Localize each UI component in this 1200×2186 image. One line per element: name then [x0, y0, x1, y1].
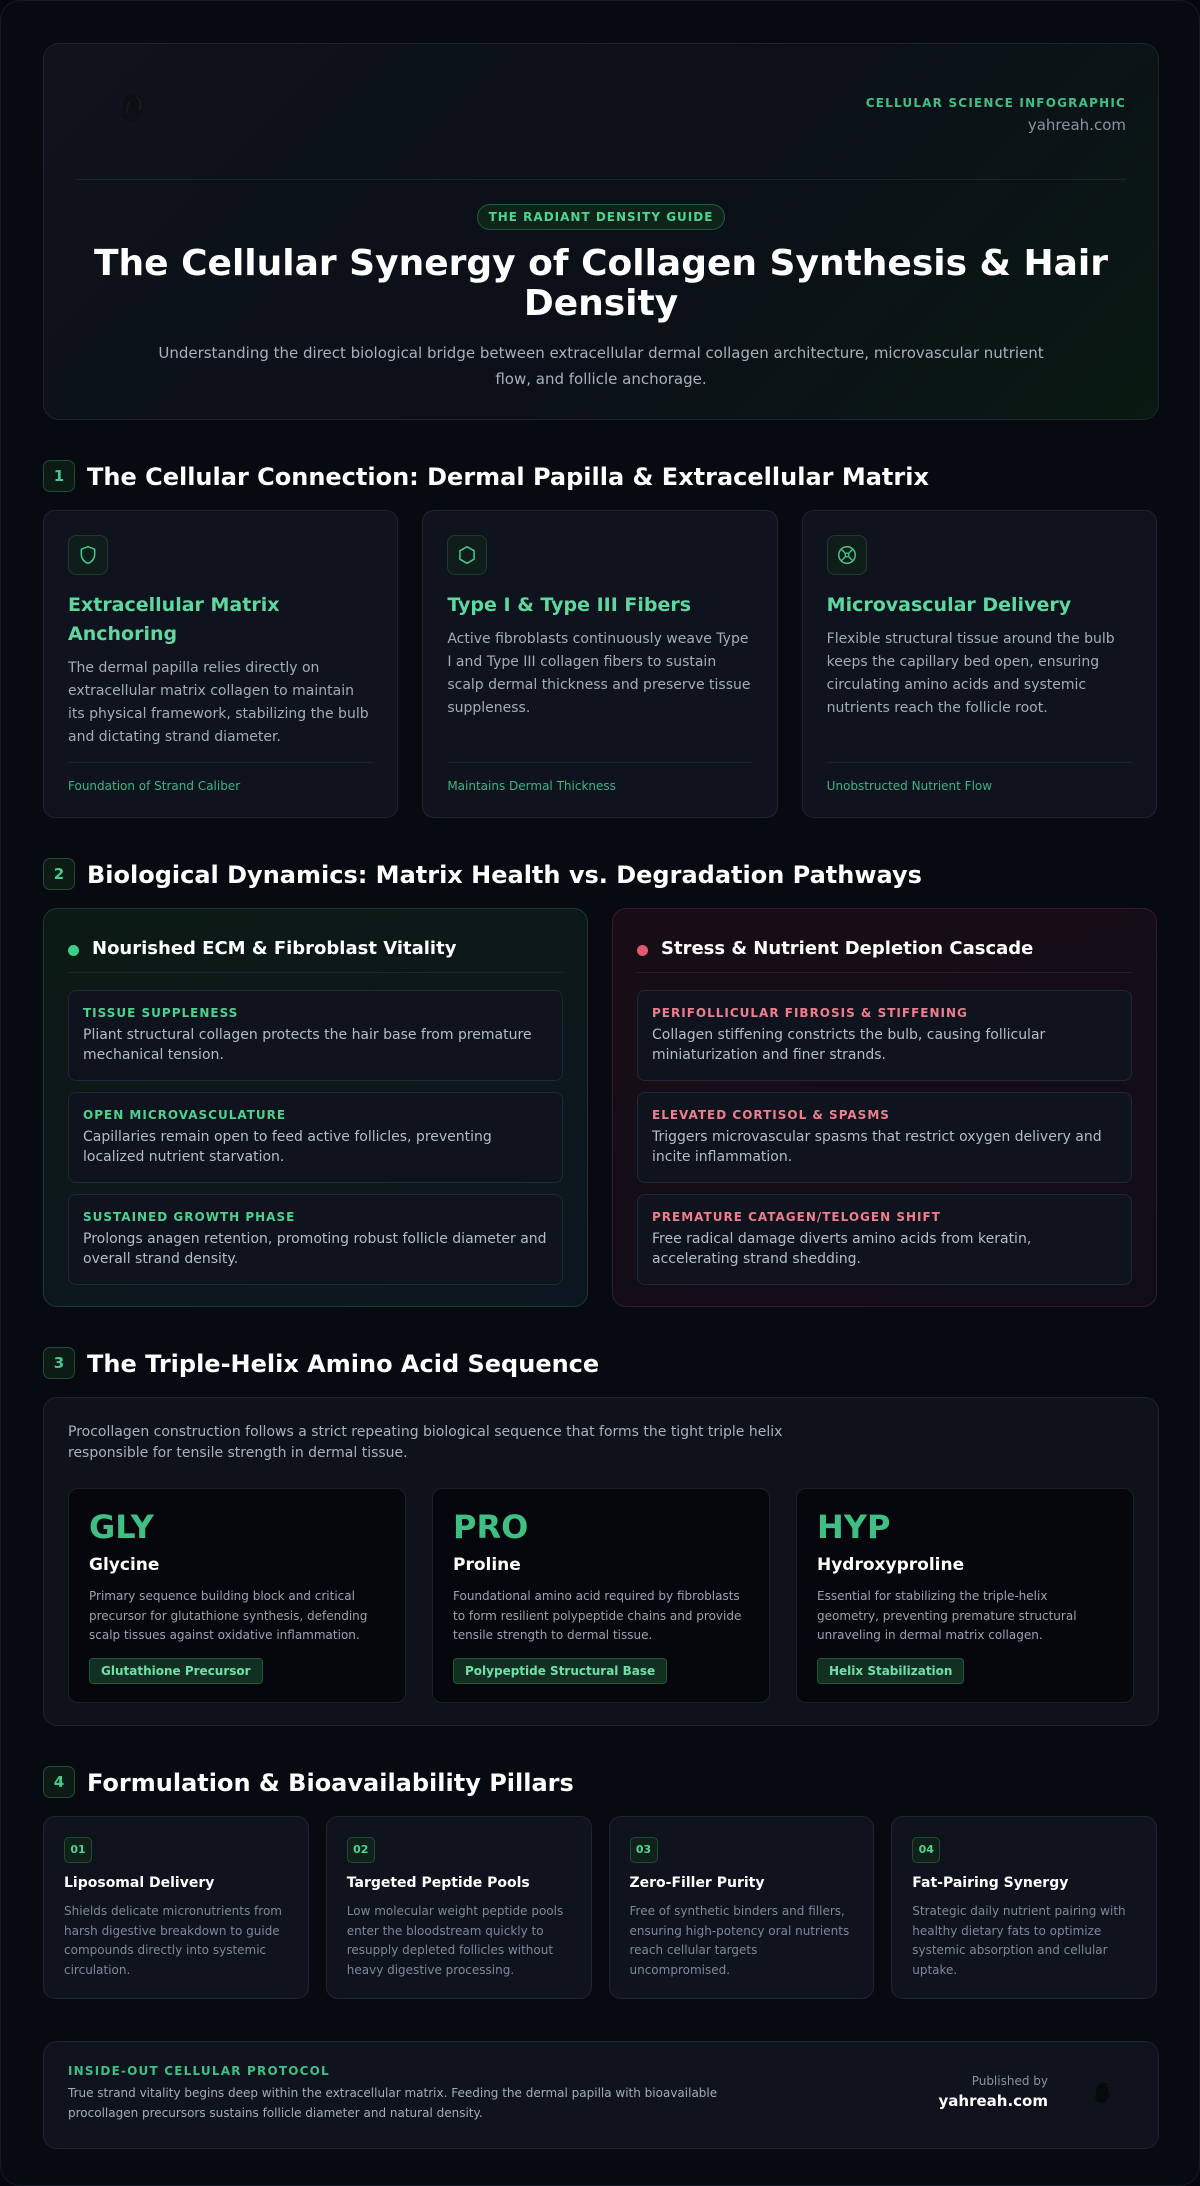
panel-header — [637, 933, 1132, 973]
footer-label: INSIDE-OUT CELLULAR PROTOCOL — [68, 2064, 330, 2078]
pillar-number: 03 — [630, 1837, 658, 1863]
amino-acid-badge: Glutathione Precursor — [89, 1658, 263, 1684]
section-header — [43, 858, 1157, 892]
section-title: The Triple-Helix Amino Acid Sequence — [87, 1350, 600, 1378]
card-title: Extracellular Matrix Anchoring — [68, 594, 280, 645]
amino-acid-intro: Procollagen construction follows a strict repeating biological sequence that forms the tight triple helix responsible for tensile strength in dermal tissue. — [68, 1424, 783, 1461]
card-footer: Foundation of Strand Caliber — [68, 762, 373, 793]
card-icon-box — [68, 535, 108, 575]
pillar-body: Low molecular weight peptide pools enter the bloodstream quickly to resupply depleted follicles without heavy digestive processing. — [346, 1904, 564, 1977]
panel-title: Nourished ECM & Fibroblast Vitality — [92, 938, 457, 959]
card-title: Type I & Type III Fibers — [447, 594, 692, 616]
amino-acid-description: Foundational amino acid required by fibroblasts to form resilient polypeptide chains and provide tensile strength to dermal tissue. — [453, 1589, 742, 1642]
section-title: The Cellular Connection: Dermal Papilla & Extracellular Matrix — [87, 463, 929, 491]
status-dot-icon — [637, 945, 648, 956]
pathway-item-label: PERIFOLLICULAR FIBROSIS & STIFFENING — [652, 1006, 968, 1020]
pathway-item — [637, 990, 1132, 1081]
pillar-title: Fat-Pairing Synergy — [912, 1875, 1069, 1891]
guide-pill-badge: THE RADIANT DENSITY GUIDE — [477, 204, 725, 230]
footer-text: True strand vitality begins deep within the extracellular matrix. Feeding the dermal papilla with bioavailable procollagen precursors sustains follicle diameter and natural density. — [68, 2086, 718, 2120]
section-header — [43, 1766, 1157, 1800]
pillar-card — [326, 1816, 592, 1999]
section-formulation-pillars — [43, 1766, 1157, 1999]
hero-top-bar — [76, 44, 1126, 180]
pathway-item-label: OPEN MICROVASCULATURE — [83, 1108, 287, 1122]
brand-tagline: CELLULAR SCIENCE INFOGRAPHIC — [865, 96, 1126, 110]
hexagon-icon — [457, 545, 477, 565]
stress-pathway-panel — [612, 908, 1157, 1307]
section-number-badge: 3 — [43, 1347, 75, 1379]
amino-acid-code: GLY — [89, 1508, 154, 1546]
pathway-item-text: Prolongs anagen retention, promoting robust follicle diameter and overall strand density. — [83, 1231, 547, 1267]
amino-acid-description: Primary sequence building block and critical precursor for glutathione synthesis, defending scalp tissues against oxidative inflammation. — [89, 1589, 368, 1642]
amino-acid-name: Proline — [453, 1555, 521, 1575]
pathway-item — [637, 1194, 1132, 1285]
pathway-item-label: SUSTAINED GROWTH PHASE — [83, 1210, 296, 1224]
card-body: Active fibroblasts continuously weave Type I and Type III collagen fibers to sustain scalp dermal thickness and preserve tissue suppleness. — [447, 631, 751, 716]
shield-icon — [78, 545, 98, 565]
published-by-label: Published by — [971, 2074, 1048, 2088]
section-biological-dynamics — [43, 858, 1157, 1307]
capillary-network-icon — [836, 544, 858, 566]
pathway-item-text: Triggers microvascular spasms that restrict oxygen delivery and incite inflammation. — [652, 1129, 1102, 1165]
page-subtitle: Understanding the direct biological bridge between extracellular dermal collagen architecture, microvascular nutrient flow, and follicle anchorage. — [158, 344, 1044, 388]
pathway-item-text: Collagen stiffening constricts the bulb, causing follicular miniaturization and finer strands. — [652, 1027, 1046, 1063]
amino-acid-name: Hydroxyproline — [817, 1555, 965, 1575]
amino-acid-code: PRO — [453, 1508, 529, 1546]
pillar-number: 01 — [64, 1837, 92, 1863]
pillar-card — [43, 1816, 309, 1999]
panel-title: Stress & Nutrient Depletion Cascade — [661, 938, 1034, 959]
pathway-item-text: Free radical damage diverts amino acids from keratin, accelerating strand shedding. — [652, 1231, 1032, 1267]
pillar-card — [891, 1816, 1157, 1999]
pathway-item-label: PREMATURE CATAGEN/TELOGEN SHIFT — [652, 1210, 941, 1224]
healthy-pathway-panel — [43, 908, 588, 1307]
panel-header — [68, 933, 563, 973]
comparison-columns — [43, 908, 1157, 1307]
pillar-title: Targeted Peptide Pools — [346, 1875, 530, 1891]
amino-acid-card — [796, 1488, 1134, 1703]
card-body: Flexible structural tissue around the bulb keeps the capillary bed open, ensuring circulating amino acids and systemic nutrients reach the follicle root. — [826, 631, 1115, 716]
amino-acid-badge: Helix Stabilization — [817, 1658, 964, 1684]
pillar-title: Zero-Filler Purity — [629, 1875, 765, 1891]
section-header — [43, 460, 1157, 494]
pathway-item — [68, 990, 563, 1081]
pathway-item — [637, 1092, 1132, 1183]
pillar-body: Free of synthetic binders and fillers, ensuring high-potency oral nutrients reach cellular targets uncompromised. — [629, 1904, 850, 1977]
pathway-item — [68, 1092, 563, 1183]
section-cellular-connection — [43, 460, 1157, 818]
brand-logo-icon — [112, 88, 152, 128]
pillar-card — [609, 1816, 875, 1999]
protocol-footer — [43, 2041, 1159, 2149]
card-footer: Maintains Dermal Thickness — [447, 762, 752, 793]
pathway-item-label: TISSUE SUPPLENESS — [83, 1006, 239, 1020]
feature-card — [43, 510, 398, 818]
amino-acid-panel — [43, 1397, 1159, 1726]
card-icon-box — [827, 535, 867, 575]
card-title: Microvascular Delivery — [826, 594, 1072, 616]
pillar-body: Strategic daily nutrient pairing with healthy dietary fats to optimize systemic absorption and cellular uptake. — [912, 1904, 1126, 1977]
pillar-number: 04 — [912, 1837, 940, 1863]
section-number-badge: 4 — [43, 1766, 75, 1798]
card-icon-box — [447, 535, 487, 575]
section-title: Biological Dynamics: Matrix Health vs. Degradation Pathways — [87, 861, 922, 889]
pillar-number: 02 — [347, 1837, 375, 1863]
pillar-title: Liposomal Delivery — [64, 1875, 215, 1891]
pathway-item — [68, 1194, 563, 1285]
amino-acid-name: Glycine — [89, 1555, 160, 1575]
section-number-badge: 2 — [43, 858, 75, 890]
feature-card — [422, 510, 777, 818]
pathway-item-text: Pliant structural collagen protects the hair base from premature mechanical tension. — [83, 1027, 532, 1063]
amino-acid-cards — [68, 1488, 1134, 1703]
status-dot-icon — [68, 945, 79, 956]
footer-site-link[interactable]: yahreah.com — [938, 2092, 1048, 2110]
pathway-item-text: Capillaries remain open to feed active follicles, preventing localized nutrient starvation. — [83, 1129, 492, 1165]
amino-acid-description: Essential for stabilizing the triple-helix geometry, preventing premature structural unraveling in dermal matrix collagen. — [817, 1589, 1077, 1642]
hero-header — [43, 43, 1159, 420]
card-footer: Unobstructed Nutrient Flow — [827, 762, 1132, 793]
amino-acid-badge: Polypeptide Structural Base — [453, 1658, 667, 1684]
card-body: The dermal papilla relies directly on extracellular matrix collagen to maintain its physical framework, stabilizing the bulb and dictating strand diameter. — [68, 660, 369, 745]
amino-acid-card — [432, 1488, 770, 1703]
pathway-item-label: ELEVATED CORTISOL & SPASMS — [652, 1108, 890, 1122]
feature-card-row — [43, 510, 1157, 818]
section-amino-acid-sequence — [43, 1347, 1157, 1726]
section-number-badge: 1 — [43, 460, 75, 492]
brand-site[interactable]: yahreah.com — [1027, 116, 1126, 134]
section-header — [43, 1347, 1157, 1381]
amino-acid-card — [68, 1488, 406, 1703]
amino-acid-code: HYP — [817, 1508, 891, 1546]
section-title: Formulation & Bioavailability Pillars — [87, 1769, 574, 1797]
brand-logo-icon — [1088, 2078, 1118, 2108]
pillar-body: Shields delicate micronutrients from harsh digestive breakdown to guide compounds directly into systemic circulation. — [64, 1904, 282, 1977]
feature-card — [802, 510, 1157, 818]
pillar-row — [43, 1816, 1157, 1999]
page-title: The Cellular Synergy of Collagen Synthesis & Hair Density — [93, 243, 1108, 324]
